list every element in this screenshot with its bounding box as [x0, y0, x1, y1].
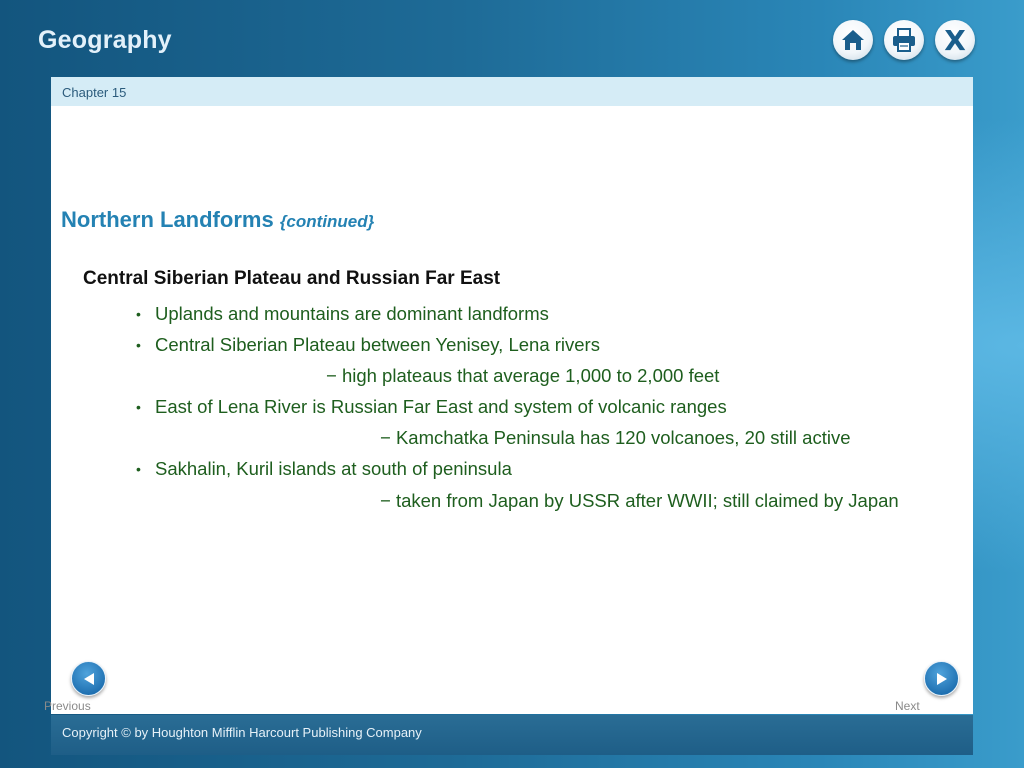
- sub-list-item: − Kamchatka Peninsula has 120 volcanoes, 20 still active: [380, 427, 851, 448]
- sub-list-item: − taken from Japan by USSR after WWII; still claimed by Japan: [380, 490, 899, 511]
- print-button[interactable]: [884, 20, 924, 60]
- close-button[interactable]: [935, 20, 975, 60]
- list-item: East of Lena River is Russian Far East and system of volcanic ranges: [155, 396, 727, 417]
- sub-list-item: − high plateaus that average 1,000 to 2,000 feet: [326, 365, 720, 386]
- slide-heading: [61, 207, 374, 233]
- bullet-glyph: •: [136, 337, 141, 353]
- close-icon: X: [944, 23, 966, 57]
- chapter-bar: [51, 77, 973, 106]
- slide-subheading: Central Siberian Plateau and Russian Far East: [83, 268, 501, 289]
- previous-button[interactable]: [71, 661, 106, 696]
- slide-panel: [51, 77, 973, 714]
- arrow-left-icon: [81, 671, 97, 687]
- print-icon: [891, 27, 917, 53]
- chapter-label: Chapter 15: [62, 85, 127, 100]
- list-item: Central Siberian Plateau between Yenisey, Lena rivers: [155, 334, 600, 355]
- arrow-right-icon: [934, 671, 950, 687]
- previous-label[interactable]: Previous: [44, 699, 91, 713]
- footer-bar: [51, 715, 973, 755]
- bullet-glyph: •: [136, 306, 141, 322]
- app-title: Geography: [38, 26, 172, 54]
- list-item: Sakhalin, Kuril islands at south of peninsula: [155, 458, 512, 479]
- slide-heading-text: Northern Landforms: [61, 207, 274, 232]
- home-button[interactable]: [833, 20, 873, 60]
- list-item: Uplands and mountains are dominant landforms: [155, 303, 549, 324]
- next-label[interactable]: Next: [895, 699, 920, 713]
- home-icon: [840, 27, 866, 53]
- next-button[interactable]: [924, 661, 959, 696]
- bullet-glyph: •: [136, 461, 141, 477]
- bullet-glyph: •: [136, 399, 141, 415]
- slide-heading-suffix: {continued}: [279, 212, 375, 231]
- copyright-text: Copyright © by Houghton Mifflin Harcourt Publishing Company: [62, 725, 422, 740]
